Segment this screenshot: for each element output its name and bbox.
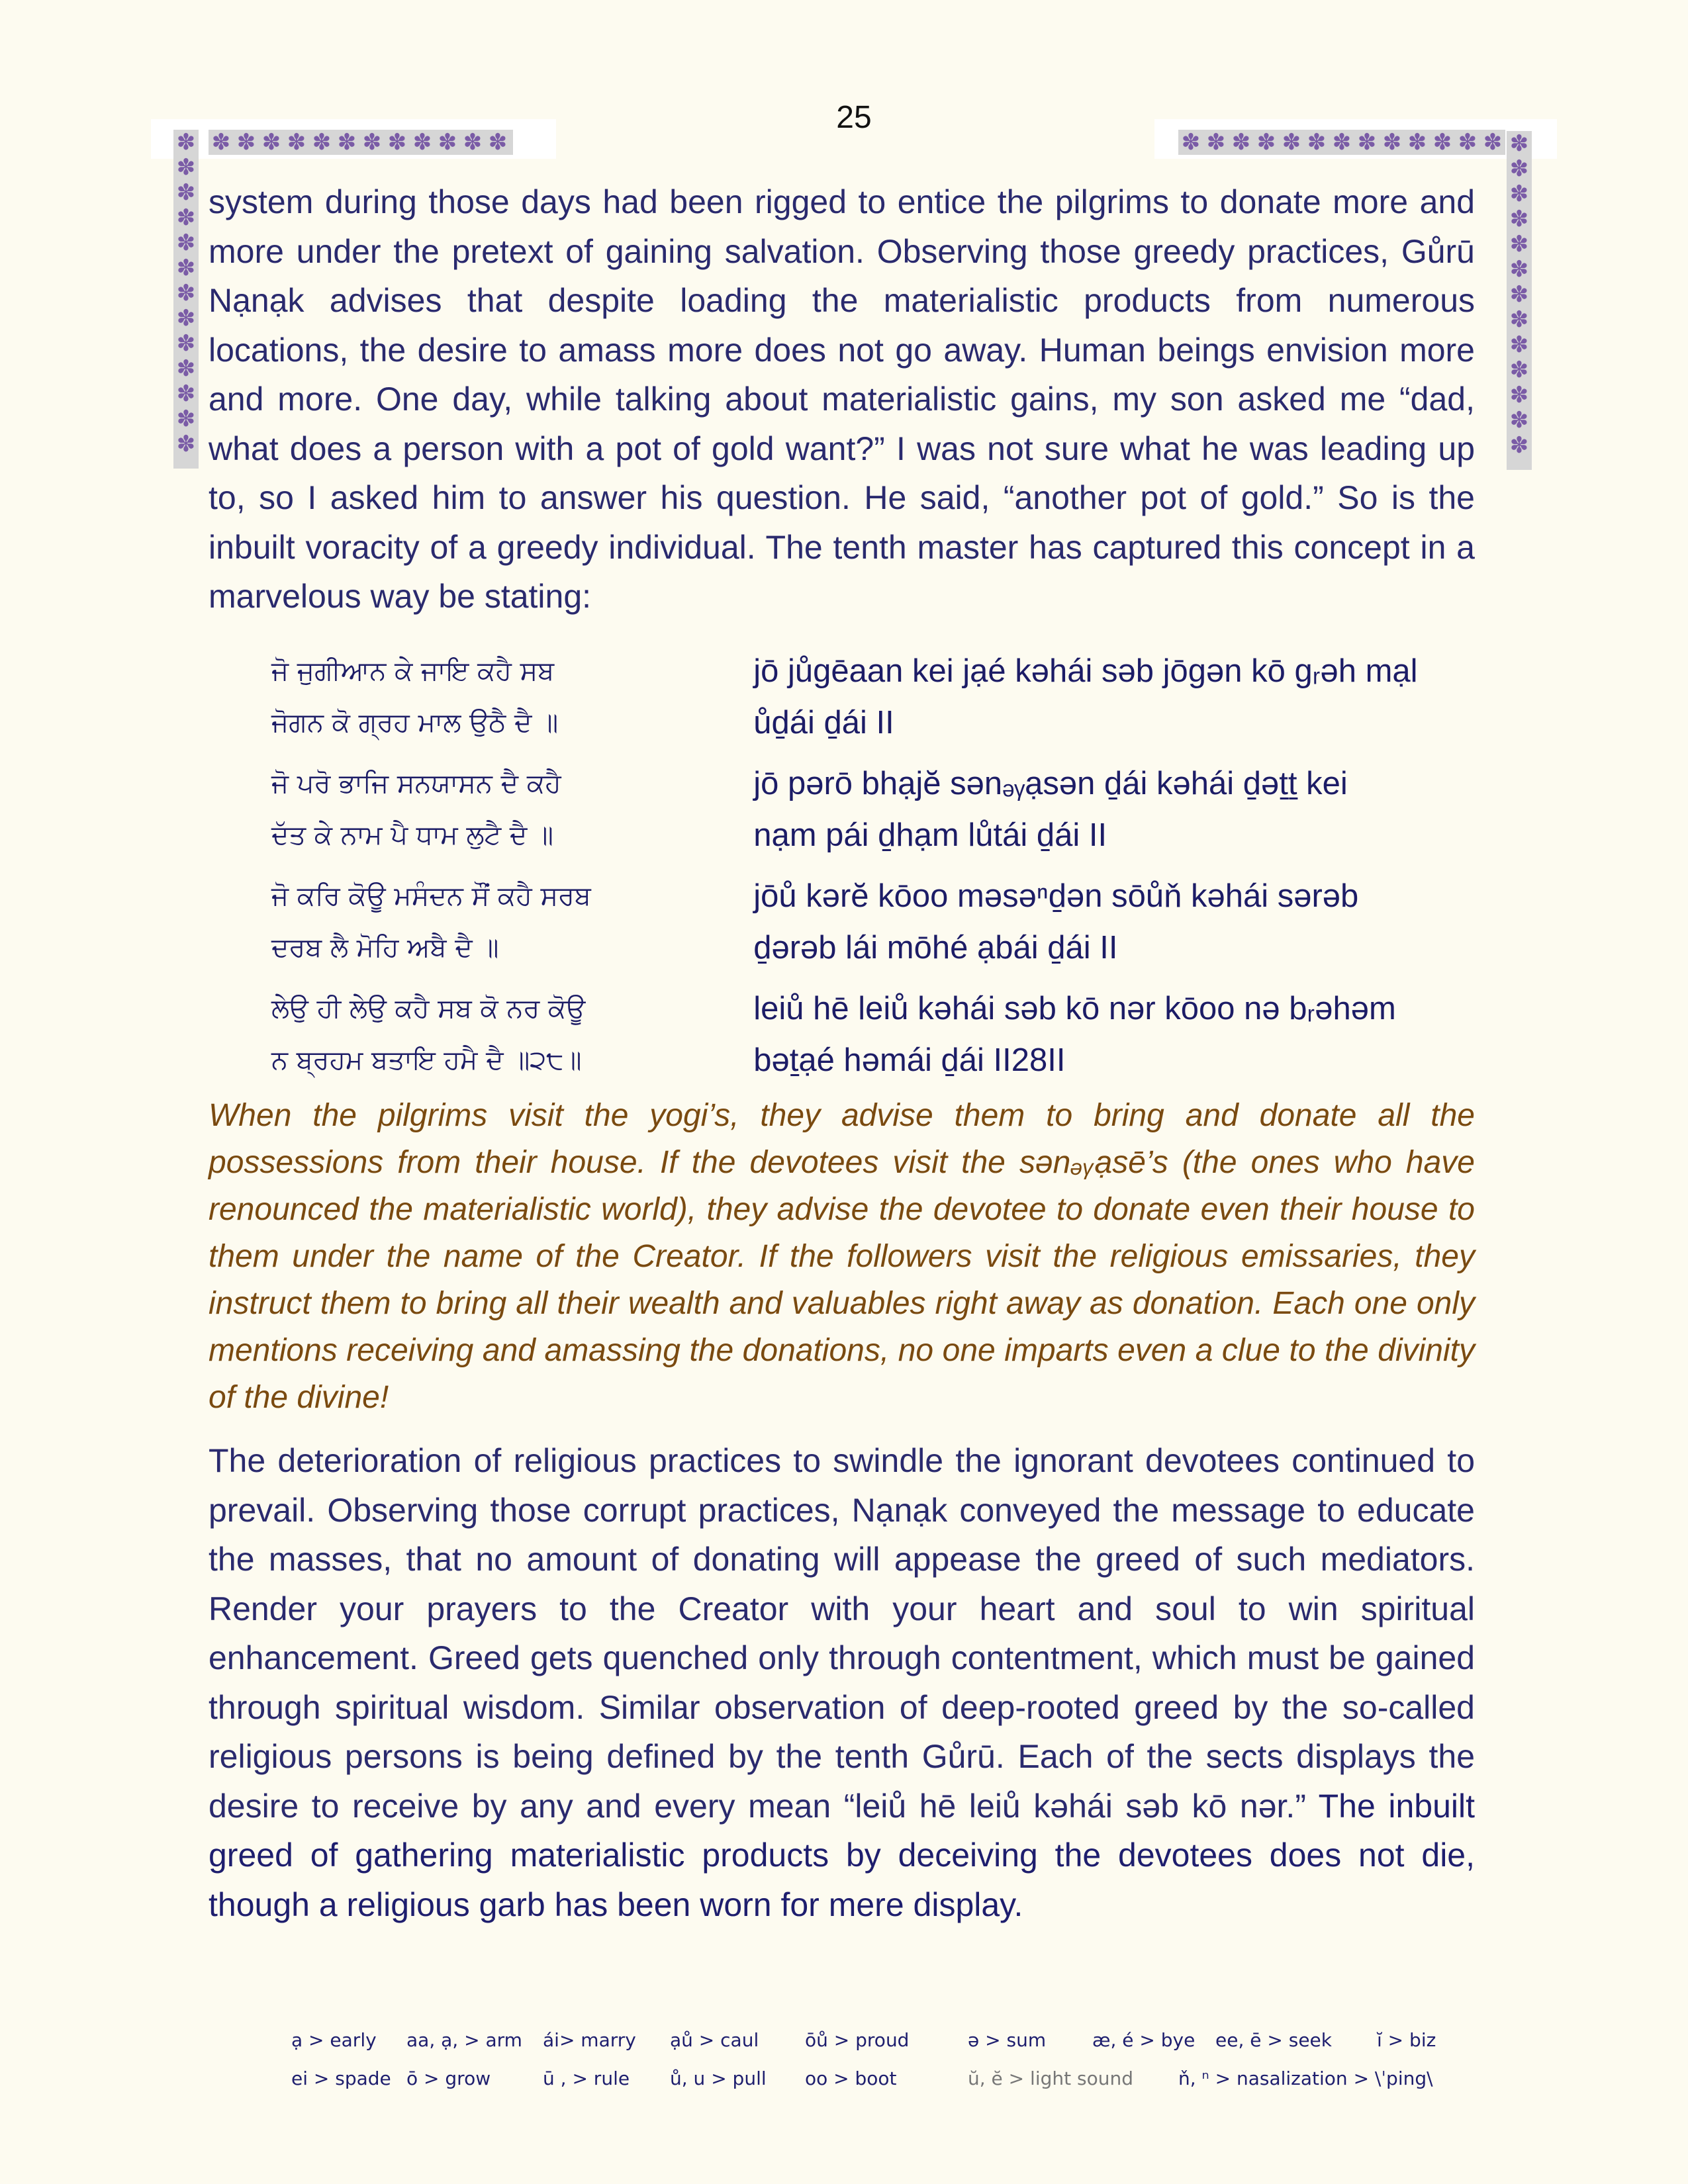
flower-icon: ✽ [1307, 130, 1327, 155]
legend-item: ə > sum [968, 2029, 1047, 2051]
flower-icon: ✽ [438, 130, 457, 155]
flower-icon: ✽ [463, 130, 483, 155]
verse-transliteration [740, 758, 1476, 861]
transliteration-line: jōů kərĕ kōoo məsəⁿḏən sōůň kəhái sərəb [753, 878, 1359, 914]
verse-transliteration [740, 645, 1476, 749]
legend-item: ee, ē > seek [1215, 2029, 1332, 2051]
flower-icon: ✽ [1483, 130, 1503, 155]
flower-icon: ✽ [1509, 256, 1529, 283]
flower-icon: ✽ [176, 305, 196, 332]
flower-icon: ✽ [176, 330, 196, 357]
flower-icon: ✽ [1181, 130, 1201, 155]
legend-item: æ, é > bye [1092, 2029, 1196, 2051]
legend-item: ū , > rule [543, 2068, 630, 2089]
flower-icon: ✽ [1509, 231, 1529, 257]
page-number: 25 [836, 100, 872, 135]
flower-icon: ✽ [1458, 130, 1477, 155]
flower-icon: ✽ [176, 230, 196, 256]
transliteration-line: leiů hē leiů kəhái səb kō nər kōoo nə bᵣəhəm [753, 991, 1396, 1026]
transliteration-line: bəṯạé həmái ḏái II28II [753, 1042, 1066, 1078]
flower-icon: ✽ [337, 130, 357, 155]
gurmukhi-line: ਦੱਤ ਕੇ ਨਾਮ ਪੈ ਧਾਮ ਲੁਟੈ ਦੈ ॥ [271, 820, 554, 850]
flower-icon: ✽ [1509, 206, 1529, 232]
flower-icon: ✽ [1407, 130, 1427, 155]
legend-item: ōů > proud [805, 2029, 910, 2051]
flower-icon: ✽ [387, 130, 407, 155]
verse-gurmukhi [271, 870, 740, 974]
flower-icon: ✽ [176, 355, 196, 382]
verse-transliteration [740, 870, 1476, 974]
transliteration-line: jō pərō bhạjĕ sənₔᵧạsən ḏái kəhái ḏəṯṯ kei [753, 766, 1348, 801]
flower-icon: ✽ [176, 431, 196, 457]
flower-icon: ✽ [488, 130, 508, 155]
top-left-decorative-border [209, 130, 513, 155]
flower-icon: ✽ [412, 130, 432, 155]
flower-icon: ✽ [362, 130, 382, 155]
flower-icon: ✽ [1382, 130, 1402, 155]
flower-icon: ✽ [261, 130, 281, 155]
flower-icon: ✽ [176, 406, 196, 432]
gurmukhi-line: ਜੋ ਜੁਗੀਆਨ ਕੇ ਜਾਇ ਕਹੈ ਸਬ [271, 656, 555, 686]
flower-icon: ✽ [176, 130, 196, 156]
gurmukhi-line: ਜੋ ਪਰੋ ਭਾਜਿ ਸਨਯਾਸਨ ਦੈ ਕਹੈ [271, 768, 561, 799]
left-decorative-border [173, 130, 199, 469]
legend-item: ō > grow [406, 2068, 491, 2089]
legend-item: ů, u > pull [670, 2068, 767, 2089]
flower-icon: ✽ [176, 205, 196, 231]
legend-item: ạů > caul [670, 2029, 759, 2051]
flower-icon: ✽ [1509, 156, 1529, 182]
right-decorative-border [1507, 131, 1532, 470]
verse-translation: When the pilgrims visit the yogi’s, they advise them to bring and donate all the possessions from their house. If the devotees visit the sənₔᵧạsē’s (the ones who have renounced the materialistic world), they advise the devotee to donate even their house to them under the name of the Creator. If the followers visit the religious emissaries, they instruct them to bring all their wealth and valuables right away as donation. Each one only mentions receiving and amassing the donations, no one imparts even a clue to the divinity of the divine! [209, 1098, 1475, 1415]
legend-item: ĭ > biz [1377, 2029, 1436, 2051]
flower-icon: ✽ [1256, 130, 1276, 155]
legend-item: ei > spade [291, 2068, 391, 2089]
transliteration-line: nạm pái ḏhạm lůtái ḏái II [753, 817, 1107, 853]
transliteration-line: ḏərəb lái mōhé ạbái ḏái II [753, 930, 1118, 966]
flower-icon: ✽ [1509, 306, 1529, 333]
legend-row [291, 2029, 1483, 2068]
legend-item: oo > boot [805, 2068, 897, 2089]
flower-icon: ✽ [1509, 181, 1529, 207]
flower-icon: ✽ [236, 130, 256, 155]
gurmukhi-line: ਦਰਬ ਲੈ ਮੋਹਿ ਅਬੈ ਦੈ ॥ [271, 933, 499, 963]
legend-item: ái> marry [543, 2029, 636, 2051]
flower-icon: ✽ [1509, 281, 1529, 308]
verse-row [271, 758, 1476, 861]
commentary-text: The deterioration of religious practices to swindle the ignorant devotees continued to prevail. Observing those corrupt practices, Nạnạk conveyed the message to educate the masses, that no amount of donating will appease the greed of such mediators. Render your prayers to the Creator with your heart and soul to win spiritual enhancement. Greed gets quenched only through contentment, which must be gained through spiritual wisdom. Similar observation of deep-rooted greed by the so-called religious persons is being defined by the tenth Gůrū. Each of the sects displays the desire to receive by any and every mean “leiů hē leiů kəhái səb kō nər.” [209, 1442, 1475, 1825]
verse-transliteration [740, 983, 1476, 1086]
commentary-conclusion: The inbuilt greed of gathering materialistic products by deceiving the devotees does not die, though a religious garb has been worn for mere display. [209, 1787, 1475, 1923]
flower-icon: ✽ [1282, 130, 1301, 155]
gurmukhi-line: ਜੋ ਕਰਿ ਕੋਊ ਮਸੰਦਨ ਸੌਂ ਕਹੈ ਸਰਬ [271, 881, 591, 911]
flower-icon: ✽ [176, 381, 196, 407]
intro-paragraph: system during those days had been rigged to entice the pilgrims to donate more and more under the pretext of gaining salvation. Observing those greedy practices, Gůrū Nạnạk advises that despite loading the materialistic products from numerous locations, the desire to amass more does not go away. Human beings envision more and more. One day, while talking about materialistic gains, my son asked me “dad, what does a person with a pot of gold want?” I was not sure what he was leading up to, so I asked him to answer his question. He said, “another pot of gold.” So is the inbuilt voracity of a greedy individual. The tenth master has captured this concept in a marvelous way be stating: [209, 183, 1475, 615]
flower-icon: ✽ [1509, 382, 1529, 408]
flower-icon: ✽ [1509, 332, 1529, 358]
flower-icon: ✽ [1231, 130, 1251, 155]
flower-icon: ✽ [287, 130, 306, 155]
flower-icon: ✽ [1509, 407, 1529, 433]
verse-row [271, 983, 1476, 1086]
gurmukhi-line: ਲੇਉ ਹੀ ਲੇਉ ਕਹੈ ਸਬ ਕੋ ਨਰ ਕੋਊ [271, 993, 586, 1024]
transliteration-line: jō jůgēaan kei jạé kəhái səb jōgən kō gᵣəh mạl [753, 653, 1418, 689]
legend-item: ŭ, ĕ > light sound [968, 2068, 1133, 2089]
gurmukhi-line: ਨ ਬ੍ਰਹਮ ਬਤਾਇ ਹਮੈ ਦੈ ॥੨੮॥ [271, 1045, 582, 1075]
legend-item: aa, ạ, > arm [406, 2029, 522, 2051]
flower-icon: ✽ [176, 255, 196, 281]
pronunciation-legend [291, 2029, 1483, 2106]
verse-gurmukhi [271, 983, 740, 1086]
legend-item: ạ > early [291, 2029, 377, 2051]
flower-icon: ✽ [312, 130, 332, 155]
flower-icon: ✽ [1432, 130, 1452, 155]
flower-icon: ✽ [1332, 130, 1352, 155]
flower-icon: ✽ [176, 280, 196, 306]
flower-icon: ✽ [1357, 130, 1377, 155]
top-right-decorative-border [1178, 130, 1505, 155]
verse-row [271, 870, 1476, 974]
verse-table [271, 645, 1476, 1095]
verse-row [271, 645, 1476, 749]
legend-row [291, 2068, 1483, 2106]
gurmukhi-line: ਜੋਗਨ ਕੋ ਗ੍ਰਹ ਮਾਲ ਉਠੈ ਦੈ ॥ [271, 707, 559, 738]
flower-icon: ✽ [176, 154, 196, 181]
flower-icon: ✽ [1206, 130, 1226, 155]
flower-icon: ✽ [1509, 131, 1529, 157]
flower-icon: ✽ [1509, 432, 1529, 459]
flower-icon: ✽ [211, 130, 231, 155]
legend-item: ň, ⁿ > nasalization > \ˈping\ [1178, 2068, 1433, 2089]
flower-icon: ✽ [1509, 357, 1529, 383]
verse-gurmukhi [271, 645, 740, 749]
flower-icon: ✽ [176, 179, 196, 206]
transliteration-line: ůḏái ḏái II [753, 705, 894, 741]
verse-gurmukhi [271, 758, 740, 861]
commentary-paragraph [209, 1436, 1475, 1929]
